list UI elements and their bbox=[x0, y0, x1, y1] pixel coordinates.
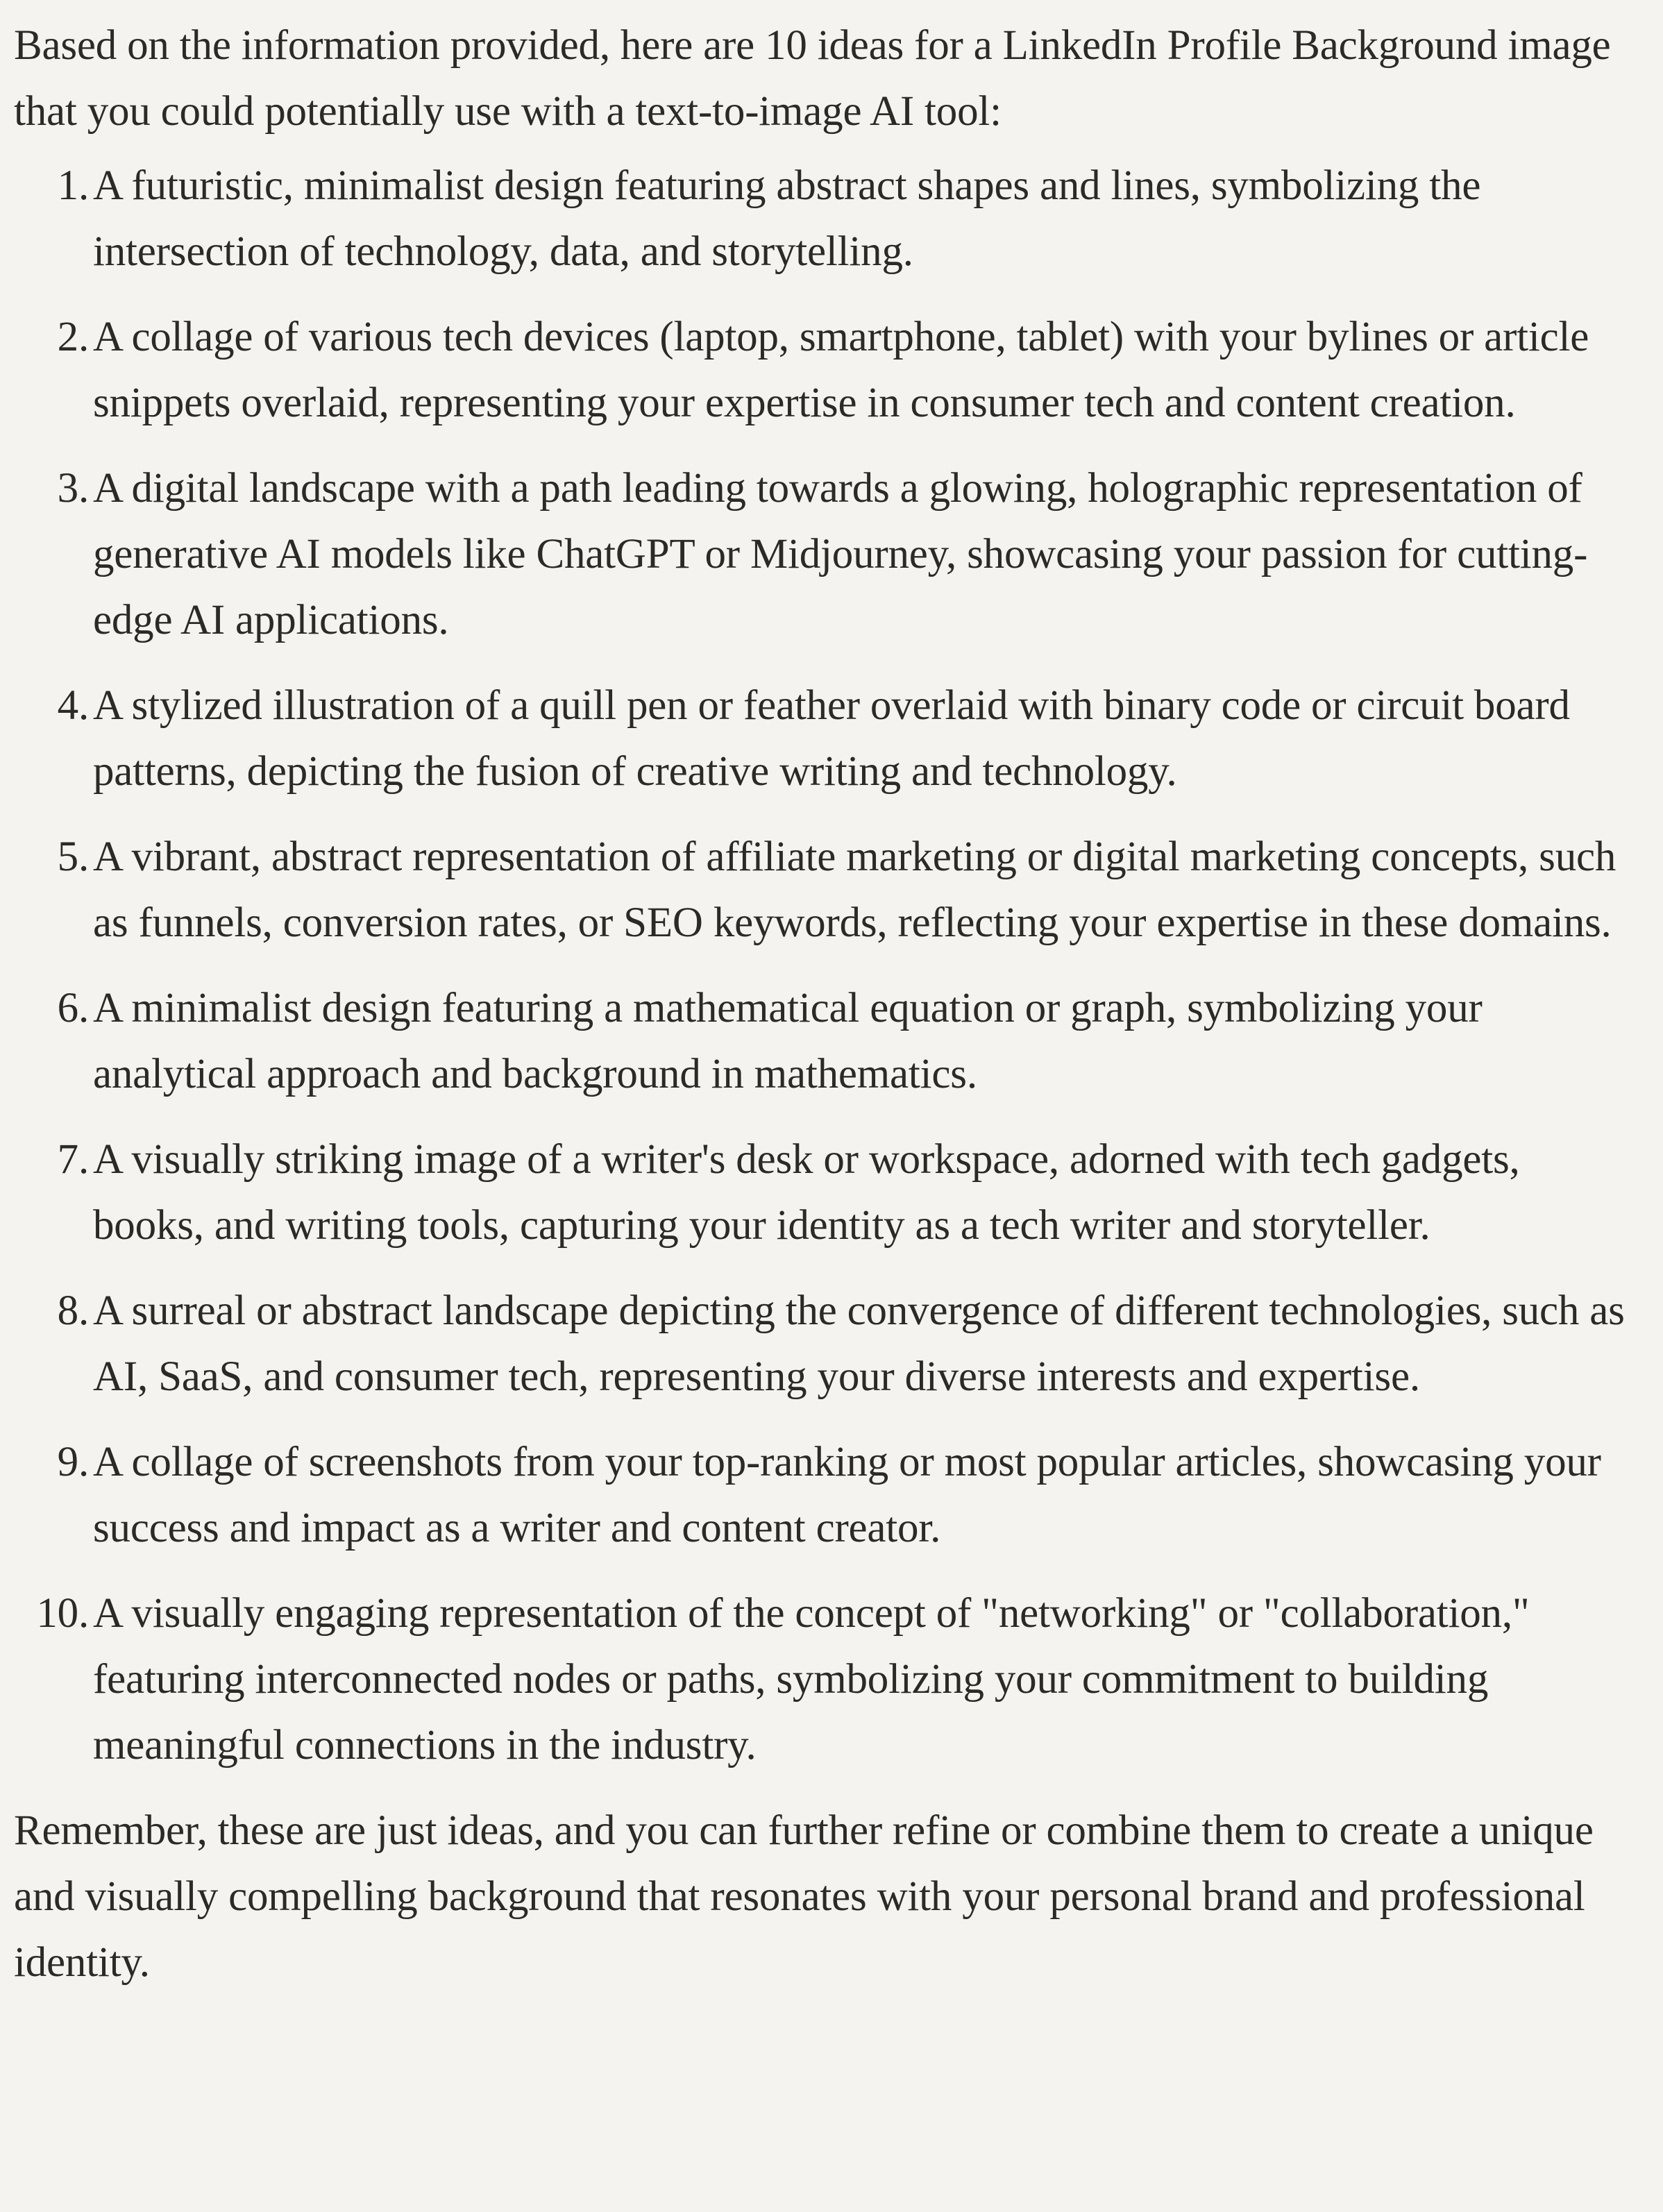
list-item-text: A digital landscape with a path leading towards a glowing, holographic representation of generative AI models like ChatGPT or Midjourney, showcasing your passion for cutting-edge AI applications. bbox=[93, 465, 1588, 643]
list-item-number: 3. bbox=[57, 465, 89, 512]
ideas-list bbox=[14, 153, 1635, 1778]
list-item bbox=[14, 1429, 1635, 1561]
closing-paragraph: Remember, these are just ideas, and you can further refine or combine them to create a unique and visually compelling background that resonates with your personal brand and professional identity. bbox=[14, 1807, 1594, 1986]
list-item bbox=[14, 455, 1635, 653]
list-item bbox=[14, 1278, 1635, 1410]
list-item-number: 10. bbox=[36, 1590, 89, 1637]
list-item-number: 9. bbox=[57, 1439, 89, 1485]
list-item-text: A futuristic, minimalist design featuring abstract shapes and lines, symbolizing the intersection of technology, data, and storytelling. bbox=[93, 162, 1481, 275]
list-item-number: 2. bbox=[57, 314, 89, 360]
list-item bbox=[14, 1126, 1635, 1258]
list-item-text: A stylized illustration of a quill pen or feather overlaid with binary code or circuit board patterns, depicting the fusion of creative writing and technology. bbox=[93, 682, 1570, 795]
list-item-text: A surreal or abstract landscape depicting the convergence of different technologies, such as AI, SaaS, and consumer tech, representing your diverse interests and expertise. bbox=[93, 1287, 1625, 1400]
list-item bbox=[14, 673, 1635, 804]
list-item bbox=[14, 1580, 1635, 1778]
list-item bbox=[14, 153, 1635, 285]
list-item-text: A visually engaging representation of the concept of "networking" or "collaboration," featuring interconnected nodes or paths, symbolizing your commitment to building meaningful connections in the industry. bbox=[93, 1590, 1530, 1768]
list-item-text: A collage of screenshots from your top-ranking or most popular articles, showcasing your success and impact as a writer and content creator. bbox=[93, 1439, 1601, 1551]
list-item-number: 6. bbox=[57, 985, 89, 1031]
list-item bbox=[14, 304, 1635, 436]
list-item-number: 1. bbox=[57, 162, 89, 209]
list-item-text: A visually striking image of a writer's desk or workspace, adorned with tech gadgets, books, and writing tools, capturing your identity as a tech writer and storyteller. bbox=[93, 1136, 1520, 1249]
list-item bbox=[14, 975, 1635, 1107]
list-item-number: 4. bbox=[57, 682, 89, 729]
list-item-text: A vibrant, abstract representation of affiliate marketing or digital marketing concepts, such as funnels, conversion rates, or SEO keywords, reflecting your expertise in these domains. bbox=[93, 834, 1616, 946]
list-item-number: 5. bbox=[57, 834, 89, 880]
list-item-number: 7. bbox=[57, 1136, 89, 1183]
intro-paragraph: Based on the information provided, here are 10 ideas for a LinkedIn Profile Background image that you could potentially use with a text-to-image AI tool: bbox=[14, 22, 1611, 135]
list-item-text: A minimalist design featuring a mathematical equation or graph, symbolizing your analytical approach and background in mathematics. bbox=[93, 985, 1483, 1097]
list-item-text: A collage of various tech devices (laptop, smartphone, tablet) with your bylines or article snippets overlaid, representing your expertise in consumer tech and content creation. bbox=[93, 314, 1589, 426]
list-item-number: 8. bbox=[57, 1287, 89, 1334]
list-item bbox=[14, 824, 1635, 956]
